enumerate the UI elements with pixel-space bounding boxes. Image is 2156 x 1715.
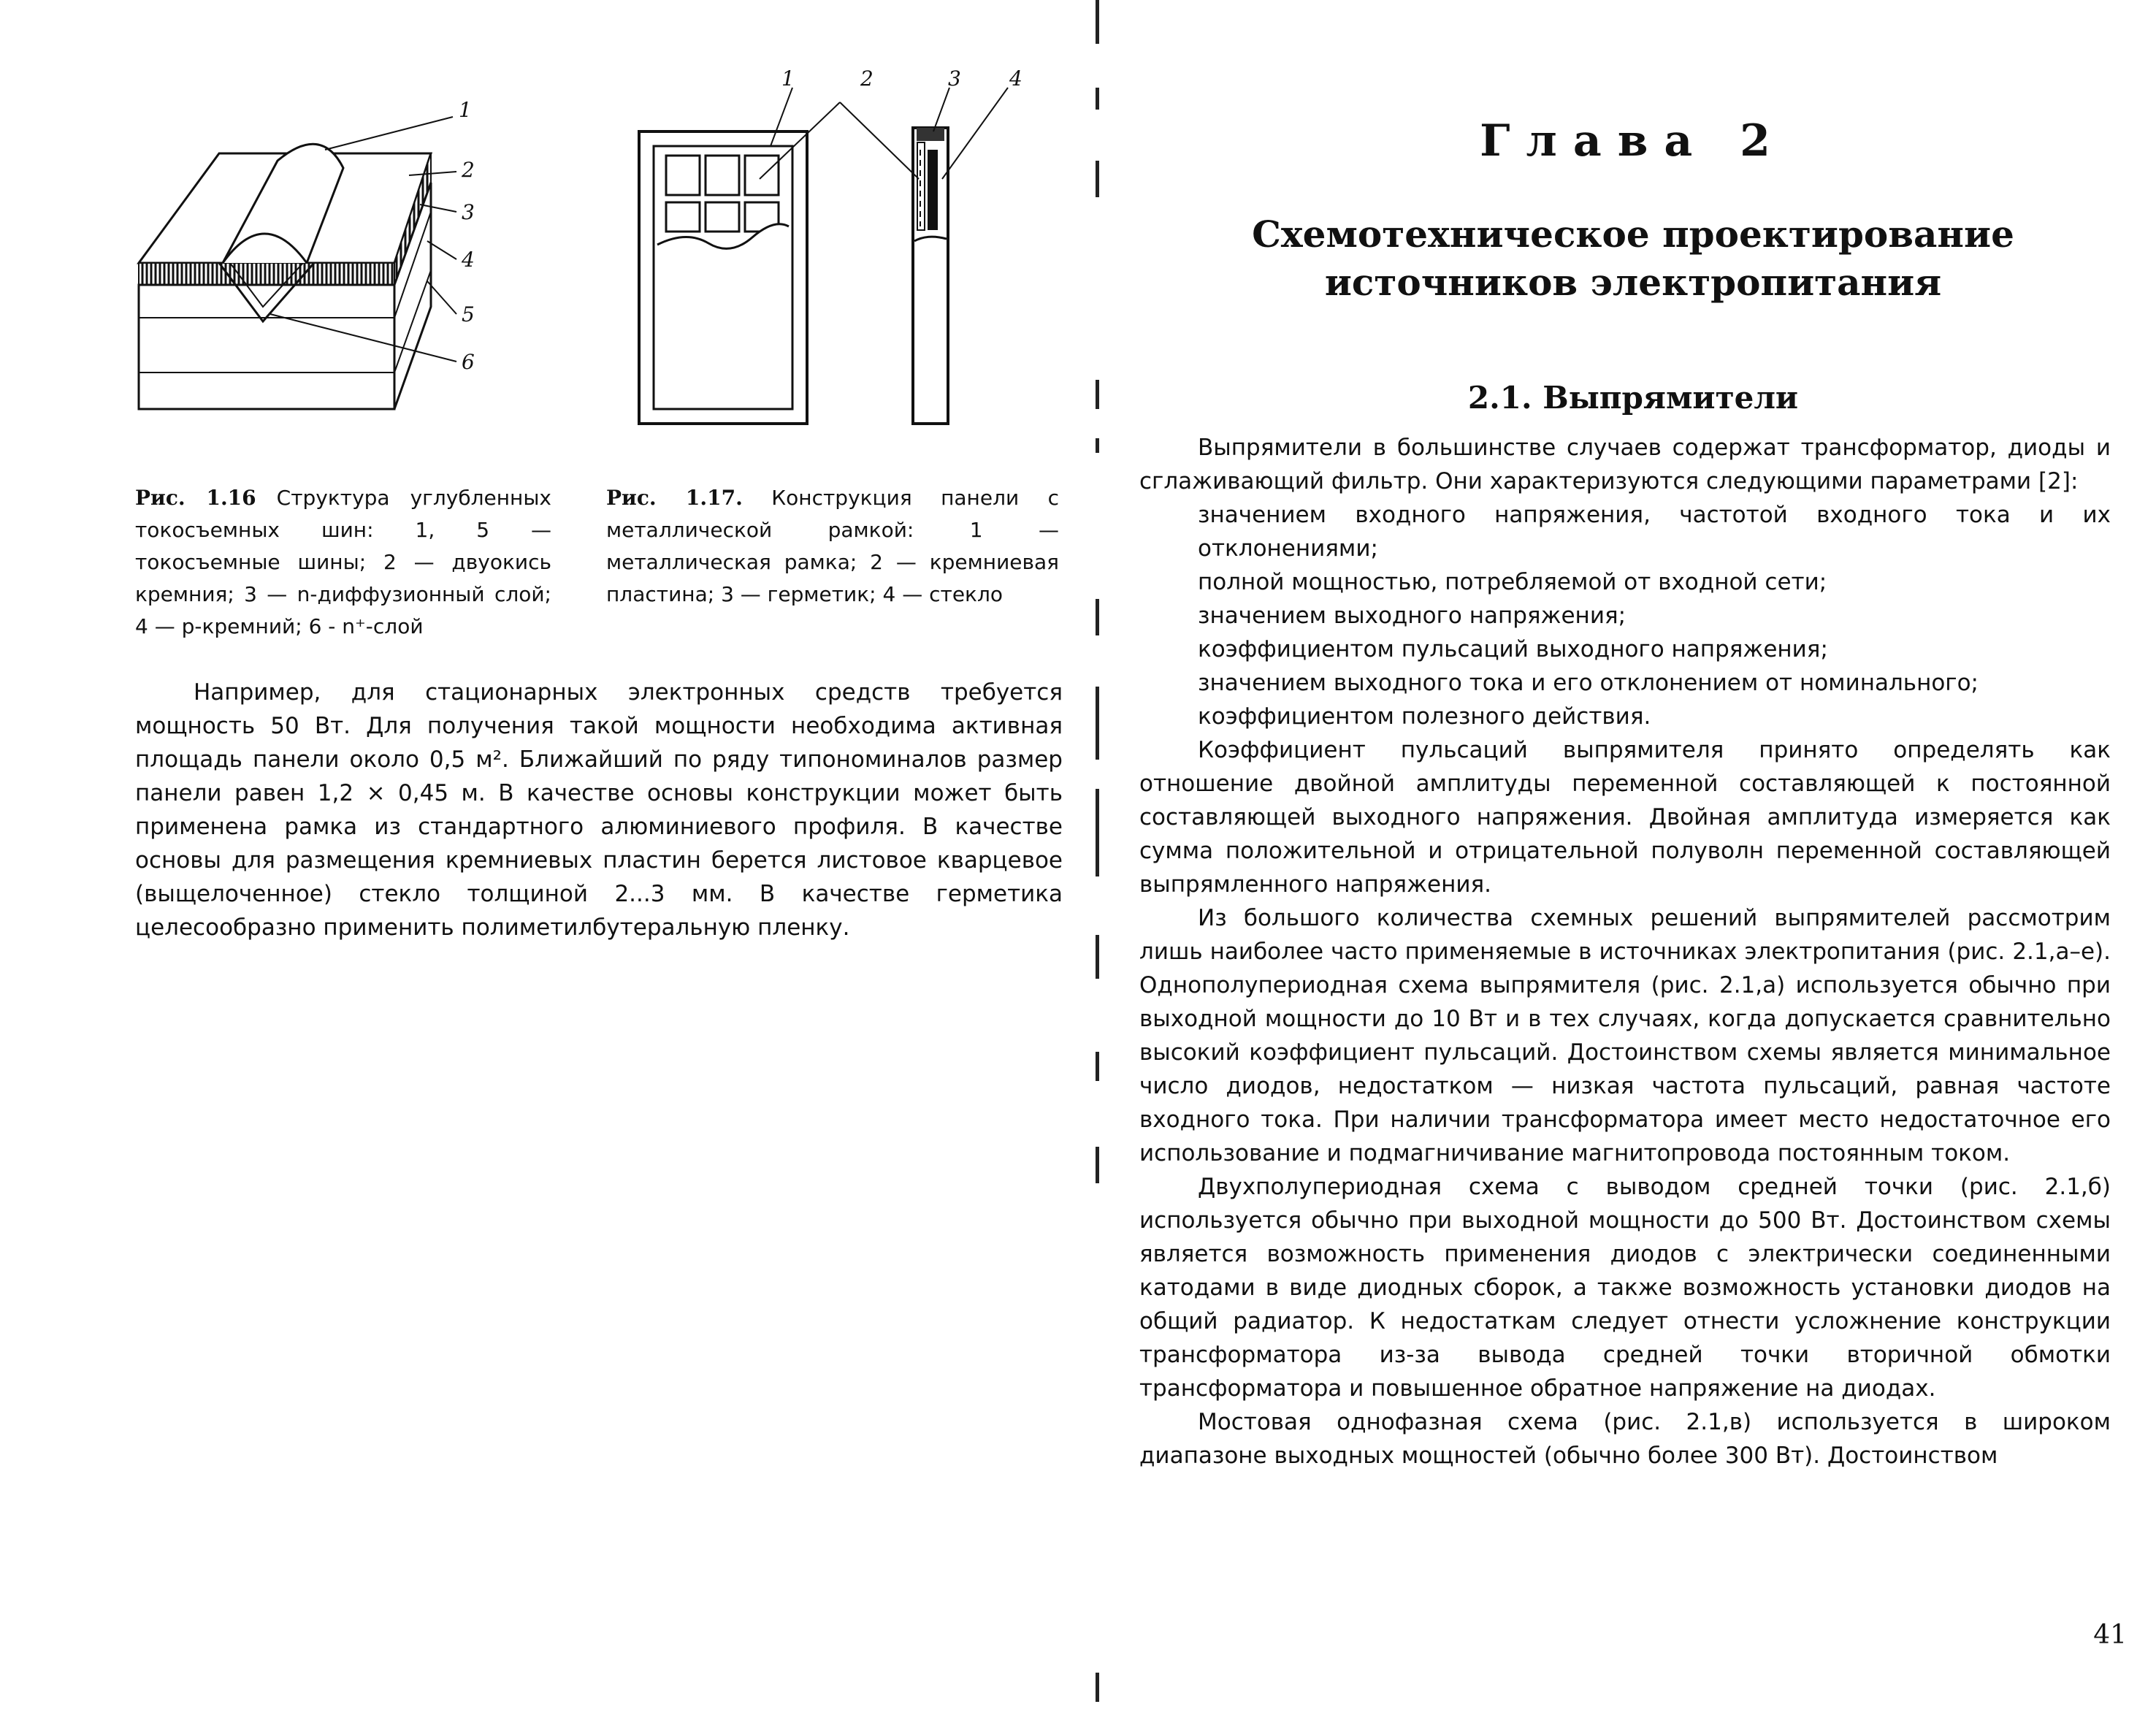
chapter-title: [1110, 210, 2156, 307]
param-item: коэффициентом пульсаций выходного напряжения;: [1198, 636, 1828, 662]
param-item: значением выходного тока и его отклонением от номинального;: [1198, 670, 1979, 696]
figure-1-16: [131, 95, 526, 438]
fig116-label-1: 1: [459, 98, 472, 122]
param-item: значением выходного напряжения;: [1198, 603, 1626, 629]
fig117-label-1: 1: [781, 69, 795, 91]
fig117-label-4: 4: [1009, 69, 1022, 91]
fig116-label-4: 4: [462, 248, 475, 272]
fig117-caption-text: Конструкция панели с металлической рамкой: 1 — металлическая рамка; 2 — кремниевая пластина; 3 — герметик; 4 — стекло: [606, 486, 1059, 606]
fig117-caption: [606, 482, 1059, 611]
left-paragraph-block: [135, 676, 1063, 944]
fig116-caption-text: Структура углубленных токосъемных шин: 1, 5 — токосъемные шины; 2 — двуокись кремния; 3 — n-диффузионный слой; 4 — p-кремний; 6 - n⁺-слой: [135, 486, 552, 638]
param-item: коэффициентом полезного действия.: [1198, 703, 1651, 730]
full-wave-paragraph: Двухполупериодная схема с выводом средней точки (рис. 2.1,б) используется обычно при выходной мощности до 500 Вт. Достоинством схемы является возможность применения диодов с электрически соединенными катодами в виде диодных сборок, а также возможность установки диодов на общий радиатор. К недостаткам следует отнести усложнение конструкции трансформатора из-за вывода средней точки вторичной обмотки трансформатора и повышенное обратное напряжение на диодах.: [1139, 1174, 2111, 1402]
intro-paragraph: Выпрямители в большинстве случаев содержат трансформатор, диоды и сглаживающий фильтр. Они характеризуются следующими параметрами [2]:: [1139, 435, 2111, 494]
chapter-heading: Глава 2: [1480, 115, 1786, 167]
fig116-label-6: 6: [462, 350, 475, 374]
chapter-title-line-1: Схемотехническое проектирование: [1252, 213, 2014, 256]
page-gutter: [1096, 0, 1100, 1715]
param-item: значением входного напряжения, частотой входного тока и их отклонениями;: [1198, 502, 2111, 562]
param-item: полной мощностью, потребляемой от входной сети;: [1198, 569, 1827, 595]
fig116-label-5: 5: [462, 302, 475, 326]
fig116-caption: [135, 482, 551, 643]
half-wave-paragraph: Из большого количества схемных решений выпрямителей рассмотрим лишь наиболее часто применяемые в источниках электропитания (рис. 2.1,а–е). Однополупериодная схема выпрямителя (рис. 2.1,а) используется обычно при выходной мощности до 10 Вт и в тех случаях, когда допускается сравнительно высокий коэффициент пульсаций. Достоинством схемы является минимальное число диодов, недостатком — низкая частота пульсаций, равная частоте входного тока. При наличии трансформатора имеет место недостаточное его использование и подмагничивание магнитопровода постоянным током.: [1139, 905, 2111, 1166]
figure-1-17: [628, 69, 1037, 435]
left-paragraph: Например, для стационарных электронных средств требуется мощность 50 Вт. Для получения такой мощности необходима активная площадь панели около 0,5 м². Ближайший по ряду типономиналов размер панели равен 1,2 × 0,45 м. В качестве основы конструкции может быть применена рамка из стандартного алюминиевого профиля. В качестве основы для размещения кремниевых пластин берется листовое кварцевое (выщелоченное) стекло толщиной 2...3 мм. В качестве герметика целесообразно применить полиметилбутеральную пленку.: [135, 679, 1063, 941]
fig117-caption-label: Рис. 1.17.: [606, 486, 743, 510]
ripple-paragraph: Коэффициент пульсаций выпрямителя принято определять как отношение двойной амплитуды переменной составляющей к постоянной составляющей выходного напряжения. Двойная амплитуда измеряется как сумма положительной и отрицательной полуволн переменной составляющей выпрямленного напряжения.: [1139, 737, 2111, 898]
fig116-label-2: 2: [462, 158, 475, 182]
chapter-title-line-2: источников электропитания: [1324, 261, 1942, 304]
right-page: [1110, 0, 2156, 1715]
fig116-label-3: 3: [462, 200, 475, 224]
fig117-label-2: 2: [860, 69, 874, 91]
fig117-label-3: 3: [948, 69, 961, 91]
bridge-paragraph: Мостовая однофазная схема (рис. 2.1,в) используется в широком диапазоне выходных мощностей (обычно более 300 Вт). Достоинством: [1139, 1409, 2111, 1469]
page-number: 41: [2093, 1620, 2127, 1650]
fig116-caption-label: Рис. 1.16: [135, 486, 256, 510]
right-text-block: [1139, 431, 2111, 1473]
section-heading: 2.1. Выпрямители: [1467, 380, 1799, 416]
